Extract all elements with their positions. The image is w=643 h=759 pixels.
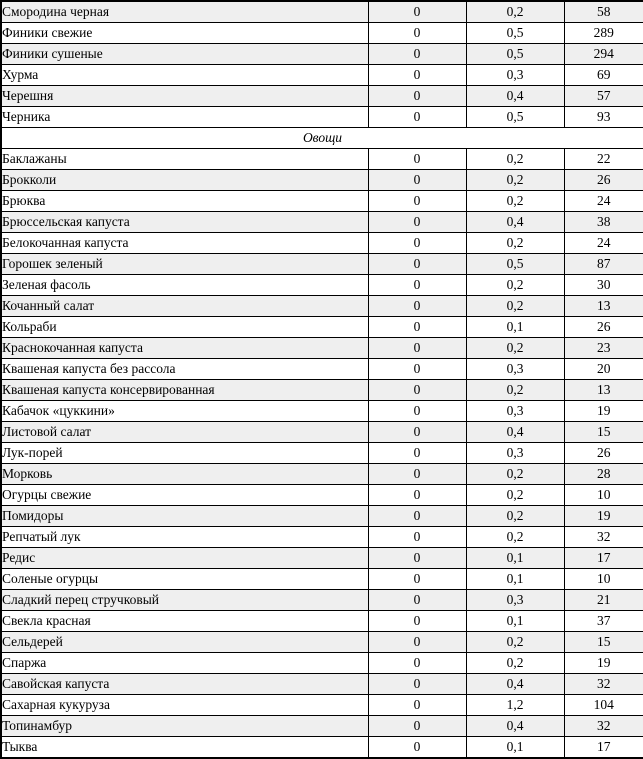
- food-name-cell: Репчатый лук: [1, 527, 368, 548]
- value-cell-1: 0: [368, 191, 466, 212]
- value-cell-2: 0,2: [466, 527, 564, 548]
- food-name-cell: Соленые огурцы: [1, 569, 368, 590]
- value-cell-1: 0: [368, 716, 466, 737]
- value-cell-1: 0: [368, 737, 466, 759]
- value-cell-1: 0: [368, 674, 466, 695]
- value-cell-2: 0,2: [466, 653, 564, 674]
- value-cell-1: 0: [368, 464, 466, 485]
- value-cell-2: 0,2: [466, 506, 564, 527]
- food-name-cell: Редис: [1, 548, 368, 569]
- value-cell-3: 294: [564, 44, 643, 65]
- value-cell-3: 19: [564, 653, 643, 674]
- value-cell-2: 0,2: [466, 233, 564, 254]
- value-cell-2: 0,3: [466, 359, 564, 380]
- food-name-cell: Баклажаны: [1, 149, 368, 170]
- value-cell-1: 0: [368, 695, 466, 716]
- value-cell-3: 10: [564, 485, 643, 506]
- value-cell-2: 0,2: [466, 275, 564, 296]
- food-name-cell: Топинамбур: [1, 716, 368, 737]
- value-cell-3: 69: [564, 65, 643, 86]
- table-row: [1, 569, 643, 590]
- value-cell-1: 0: [368, 107, 466, 128]
- value-cell-3: 20: [564, 359, 643, 380]
- table-row: [1, 380, 643, 401]
- value-cell-3: 13: [564, 296, 643, 317]
- food-name-cell: Черника: [1, 107, 368, 128]
- value-cell-2: 0,5: [466, 44, 564, 65]
- value-cell-2: 1,2: [466, 695, 564, 716]
- value-cell-1: 0: [368, 401, 466, 422]
- value-cell-2: 0,2: [466, 464, 564, 485]
- food-name-cell: Брокколи: [1, 170, 368, 191]
- value-cell-1: 0: [368, 317, 466, 338]
- value-cell-3: 22: [564, 149, 643, 170]
- food-name-cell: Сладкий перец стручковый: [1, 590, 368, 611]
- table-row: [1, 254, 643, 275]
- value-cell-3: 17: [564, 548, 643, 569]
- value-cell-1: 0: [368, 527, 466, 548]
- table-row: [1, 44, 643, 65]
- table-row: [1, 191, 643, 212]
- food-name-cell: Лук-порей: [1, 443, 368, 464]
- value-cell-2: 0,1: [466, 569, 564, 590]
- food-name-cell: Зеленая фасоль: [1, 275, 368, 296]
- food-name-cell: Морковь: [1, 464, 368, 485]
- food-name-cell: Черешня: [1, 86, 368, 107]
- value-cell-3: 28: [564, 464, 643, 485]
- food-name-cell: Финики свежие: [1, 23, 368, 44]
- value-cell-1: 0: [368, 296, 466, 317]
- value-cell-3: 37: [564, 611, 643, 632]
- value-cell-2: 0,3: [466, 65, 564, 86]
- value-cell-3: 26: [564, 170, 643, 191]
- value-cell-1: 0: [368, 338, 466, 359]
- value-cell-2: 0,2: [466, 632, 564, 653]
- table-row: [1, 464, 643, 485]
- value-cell-2: 0,2: [466, 170, 564, 191]
- table-row: [1, 275, 643, 296]
- value-cell-3: 26: [564, 443, 643, 464]
- value-cell-1: 0: [368, 611, 466, 632]
- table-row: [1, 443, 643, 464]
- table-row: [1, 401, 643, 422]
- food-name-cell: Кабачок «цуккини»: [1, 401, 368, 422]
- food-name-cell: Кочанный салат: [1, 296, 368, 317]
- food-name-cell: Краснокочанная капуста: [1, 338, 368, 359]
- value-cell-2: 0,5: [466, 23, 564, 44]
- value-cell-2: 0,2: [466, 338, 564, 359]
- value-cell-3: 32: [564, 716, 643, 737]
- value-cell-3: 38: [564, 212, 643, 233]
- table-row: [1, 233, 643, 254]
- table-row: [1, 737, 643, 759]
- value-cell-1: 0: [368, 653, 466, 674]
- food-name-cell: Сельдерей: [1, 632, 368, 653]
- value-cell-1: 0: [368, 380, 466, 401]
- value-cell-1: 0: [368, 254, 466, 275]
- value-cell-3: 15: [564, 632, 643, 653]
- table-row: [1, 422, 643, 443]
- value-cell-1: 0: [368, 590, 466, 611]
- value-cell-3: 19: [564, 401, 643, 422]
- table-body: [1, 1, 643, 758]
- table-row: [1, 86, 643, 107]
- food-name-cell: Горошек зеленый: [1, 254, 368, 275]
- value-cell-2: 0,4: [466, 716, 564, 737]
- value-cell-1: 0: [368, 44, 466, 65]
- value-cell-1: 0: [368, 212, 466, 233]
- value-cell-2: 0,5: [466, 254, 564, 275]
- food-name-cell: Листовой салат: [1, 422, 368, 443]
- value-cell-1: 0: [368, 359, 466, 380]
- value-cell-2: 0,5: [466, 107, 564, 128]
- table-row: [1, 296, 643, 317]
- food-name-cell: Тыква: [1, 737, 368, 759]
- food-name-cell: Спаржа: [1, 653, 368, 674]
- food-name-cell: Кольраби: [1, 317, 368, 338]
- value-cell-3: 13: [564, 380, 643, 401]
- table-row: [1, 338, 643, 359]
- table-row: [1, 674, 643, 695]
- value-cell-2: 0,2: [466, 1, 564, 23]
- table-row: [1, 212, 643, 233]
- table-row: [1, 317, 643, 338]
- table-row: [1, 65, 643, 86]
- value-cell-1: 0: [368, 86, 466, 107]
- value-cell-3: 19: [564, 506, 643, 527]
- value-cell-3: 17: [564, 737, 643, 759]
- food-name-cell: Квашеная капуста консервированная: [1, 380, 368, 401]
- value-cell-2: 0,4: [466, 422, 564, 443]
- value-cell-2: 0,4: [466, 212, 564, 233]
- food-name-cell: Брюква: [1, 191, 368, 212]
- value-cell-2: 0,3: [466, 443, 564, 464]
- value-cell-1: 0: [368, 548, 466, 569]
- value-cell-2: 0,1: [466, 317, 564, 338]
- value-cell-3: 57: [564, 86, 643, 107]
- section-header-row: [1, 128, 643, 149]
- value-cell-3: 93: [564, 107, 643, 128]
- value-cell-1: 0: [368, 23, 466, 44]
- table-row: [1, 590, 643, 611]
- value-cell-3: 58: [564, 1, 643, 23]
- value-cell-2: 0,2: [466, 191, 564, 212]
- value-cell-2: 0,2: [466, 485, 564, 506]
- value-cell-3: 23: [564, 338, 643, 359]
- value-cell-3: 24: [564, 191, 643, 212]
- value-cell-2: 0,4: [466, 674, 564, 695]
- food-name-cell: Помидоры: [1, 506, 368, 527]
- value-cell-2: 0,4: [466, 86, 564, 107]
- food-name-cell: Брюссельская капуста: [1, 212, 368, 233]
- value-cell-3: 104: [564, 695, 643, 716]
- table-row: [1, 170, 643, 191]
- value-cell-3: 87: [564, 254, 643, 275]
- value-cell-1: 0: [368, 422, 466, 443]
- table-row: [1, 653, 643, 674]
- value-cell-3: 21: [564, 590, 643, 611]
- value-cell-3: 26: [564, 317, 643, 338]
- value-cell-1: 0: [368, 149, 466, 170]
- value-cell-2: 0,2: [466, 296, 564, 317]
- food-name-cell: Сахарная кукуруза: [1, 695, 368, 716]
- value-cell-2: 0,3: [466, 590, 564, 611]
- value-cell-2: 0,2: [466, 380, 564, 401]
- value-cell-1: 0: [368, 65, 466, 86]
- value-cell-3: 24: [564, 233, 643, 254]
- value-cell-2: 0,1: [466, 611, 564, 632]
- value-cell-3: 32: [564, 674, 643, 695]
- table-row: [1, 611, 643, 632]
- table-row: [1, 506, 643, 527]
- value-cell-3: 32: [564, 527, 643, 548]
- value-cell-1: 0: [368, 170, 466, 191]
- table-row: [1, 23, 643, 44]
- table-row: [1, 527, 643, 548]
- table-row: [1, 548, 643, 569]
- food-name-cell: Квашеная капуста без рассола: [1, 359, 368, 380]
- food-name-cell: Огурцы свежие: [1, 485, 368, 506]
- food-name-cell: Савойская капуста: [1, 674, 368, 695]
- value-cell-1: 0: [368, 1, 466, 23]
- table-row: [1, 149, 643, 170]
- value-cell-3: 10: [564, 569, 643, 590]
- value-cell-2: 0,3: [466, 401, 564, 422]
- value-cell-1: 0: [368, 506, 466, 527]
- food-name-cell: Смородина черная: [1, 1, 368, 23]
- food-name-cell: Хурма: [1, 65, 368, 86]
- value-cell-2: 0,2: [466, 149, 564, 170]
- table-row: [1, 359, 643, 380]
- value-cell-2: 0,1: [466, 737, 564, 759]
- table-row: [1, 1, 643, 23]
- table-row: [1, 485, 643, 506]
- value-cell-3: 30: [564, 275, 643, 296]
- value-cell-1: 0: [368, 485, 466, 506]
- value-cell-3: 289: [564, 23, 643, 44]
- table-row: [1, 695, 643, 716]
- food-name-cell: Белокочанная капуста: [1, 233, 368, 254]
- section-title: Овощи: [1, 128, 643, 149]
- value-cell-1: 0: [368, 275, 466, 296]
- table-row: [1, 107, 643, 128]
- table-row: [1, 632, 643, 653]
- value-cell-1: 0: [368, 443, 466, 464]
- value-cell-3: 15: [564, 422, 643, 443]
- value-cell-2: 0,1: [466, 548, 564, 569]
- value-cell-1: 0: [368, 233, 466, 254]
- value-cell-1: 0: [368, 632, 466, 653]
- food-name-cell: Финики сушеные: [1, 44, 368, 65]
- food-name-cell: Свекла красная: [1, 611, 368, 632]
- value-cell-1: 0: [368, 569, 466, 590]
- table-row: [1, 716, 643, 737]
